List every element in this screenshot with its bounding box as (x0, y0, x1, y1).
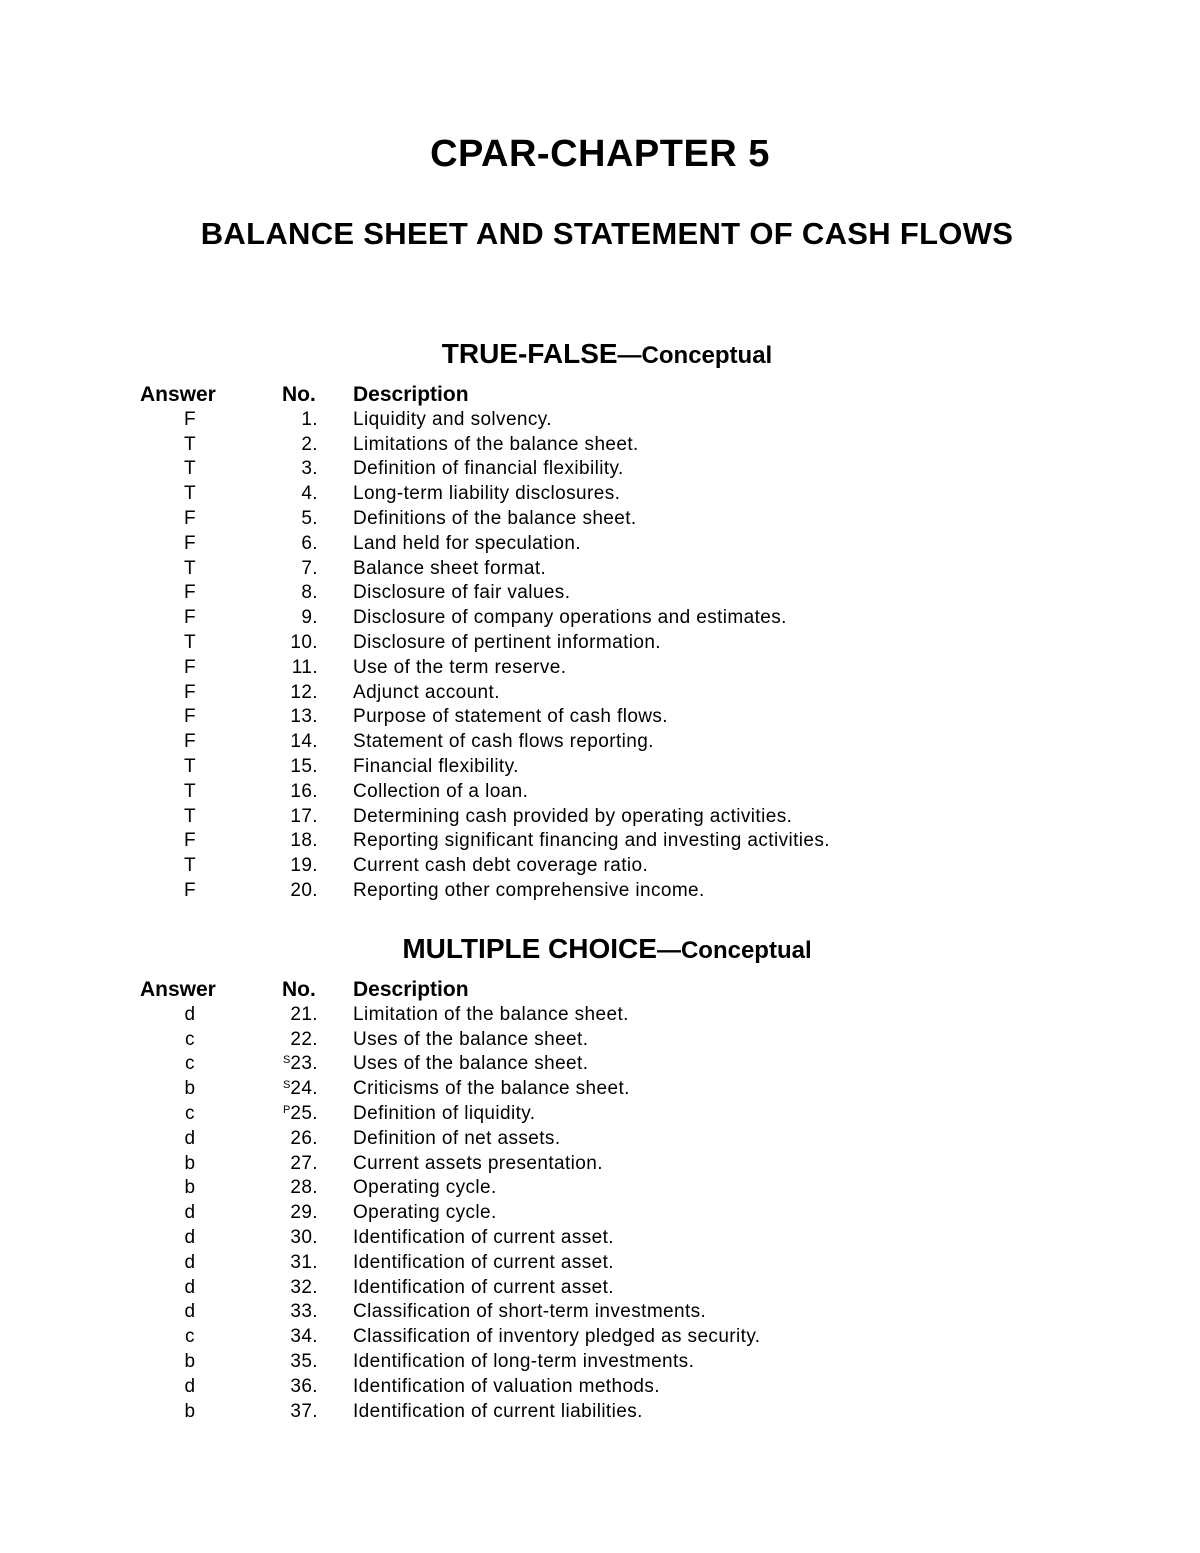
question-description: Limitation of the balance sheet. (353, 1003, 629, 1025)
answer-key: d (184, 1301, 196, 1323)
answer-key: T (183, 557, 196, 579)
question-number (222, 705, 318, 730)
question-number-text: 24. (290, 1078, 318, 1100)
answer-key: b (184, 1400, 196, 1422)
answer-key: T (183, 458, 196, 480)
question-description: Identification of current asset. (353, 1276, 614, 1298)
question-description: Definition of financial flexibility. (353, 458, 624, 480)
question-number-text: 26. (290, 1127, 318, 1149)
question-number-text: 8. (301, 582, 318, 604)
question-description: Balance sheet format. (353, 557, 547, 579)
question-row (0, 1127, 1200, 1152)
answer-key: b (184, 1350, 196, 1372)
question-row (0, 730, 1200, 755)
multiple-choice-heading (0, 932, 1200, 968)
answer-key: d (184, 1003, 196, 1025)
question-number (222, 1003, 318, 1028)
question-row (0, 681, 1200, 706)
question-description: Land held for speculation. (353, 532, 581, 554)
question-number-text: 25. (290, 1102, 318, 1124)
question-description: Identification of current asset. (353, 1226, 614, 1248)
answer-key: T (183, 433, 196, 455)
question-description: Financial flexibility. (353, 755, 519, 777)
answer-key: T (183, 855, 196, 877)
question-number-text: 13. (290, 706, 318, 728)
question-number (222, 681, 318, 706)
question-row (0, 1300, 1200, 1325)
answer-key: T (183, 805, 196, 827)
question-description: Operating cycle. (353, 1202, 497, 1224)
answer-key: F (183, 706, 196, 728)
question-row (0, 1176, 1200, 1201)
question-number-text: 33. (290, 1301, 318, 1323)
question-source-mark: S (283, 1079, 291, 1092)
question-row (0, 854, 1200, 879)
question-number (222, 482, 318, 507)
question-description: Statement of cash flows reporting. (353, 731, 654, 753)
answer-column-header: Answer (140, 978, 216, 1001)
question-number (222, 1276, 318, 1301)
question-number (222, 433, 318, 458)
question-row (0, 1003, 1200, 1028)
question-description: Current cash debt coverage ratio. (353, 855, 649, 877)
question-description: Definition of net assets. (353, 1127, 561, 1149)
question-source-mark: P (283, 1103, 291, 1116)
question-description: Use of the term reserve. (353, 656, 567, 678)
question-number-text: 7. (301, 557, 318, 579)
question-row (0, 1251, 1200, 1276)
question-number (222, 1251, 318, 1276)
question-description: Criticisms of the balance sheet. (353, 1078, 630, 1100)
true-false-header-row (0, 383, 1200, 408)
multiple-choice-header-row (0, 978, 1200, 1003)
multiple-choice-table (0, 978, 1200, 1424)
true-false-rows (0, 408, 1200, 904)
question-number-text: 32. (290, 1276, 318, 1298)
question-description: Classification of short-term investments. (353, 1301, 707, 1323)
question-number (222, 1176, 318, 1201)
question-row (0, 879, 1200, 904)
question-number-text: 16. (290, 780, 318, 802)
number-column-header: No. (282, 383, 316, 406)
question-number (222, 557, 318, 582)
question-number-text: 29. (290, 1202, 318, 1224)
description-column-header: Description (353, 383, 469, 406)
question-row (0, 557, 1200, 582)
question-number (222, 1127, 318, 1152)
question-description: Long-term liability disclosures. (353, 483, 621, 505)
question-number-text: 36. (290, 1375, 318, 1397)
question-row (0, 1350, 1200, 1375)
answer-key: d (184, 1127, 196, 1149)
question-description: Limitations of the balance sheet. (353, 433, 639, 455)
question-number (222, 1400, 318, 1425)
question-description: Classification of inventory pledged as security. (353, 1326, 761, 1348)
question-row (0, 1077, 1200, 1102)
answer-key: d (184, 1202, 196, 1224)
document-subtitle: BALANCE SHEET AND STATEMENT OF CASH FLOWS (200, 216, 1014, 251)
question-source-mark: S (283, 1054, 291, 1067)
question-number-text: 28. (290, 1177, 318, 1199)
question-number-text: 10. (290, 631, 318, 653)
question-description: Disclosure of fair values. (353, 582, 571, 604)
answer-key: F (183, 681, 196, 703)
question-number-text: 20. (290, 879, 318, 901)
question-row (0, 1400, 1200, 1425)
question-number-text: 14. (290, 731, 318, 753)
question-number-text: 21. (290, 1003, 318, 1025)
number-column-header: No. (282, 978, 316, 1001)
question-description: Definitions of the balance sheet. (353, 507, 637, 529)
question-number-text: 2. (301, 433, 318, 455)
question-number-text: 1. (301, 408, 318, 430)
question-number-text: 18. (290, 830, 318, 852)
description-column-header: Description (353, 978, 469, 1001)
question-number (222, 1325, 318, 1350)
answer-key: F (183, 507, 196, 529)
question-number-text: 6. (301, 532, 318, 554)
answer-key: c (185, 1053, 195, 1075)
question-description: Uses of the balance sheet. (353, 1053, 589, 1075)
question-description: Identification of current liabilities. (353, 1400, 643, 1422)
question-description: Identification of valuation methods. (353, 1375, 660, 1397)
question-number (222, 606, 318, 631)
answer-key: d (184, 1375, 196, 1397)
question-row (0, 457, 1200, 482)
question-number (222, 879, 318, 904)
answer-key: T (183, 631, 196, 653)
question-description: Reporting other comprehensive income. (353, 879, 705, 901)
answer-key: d (184, 1276, 196, 1298)
question-number-text: 34. (290, 1326, 318, 1348)
question-row (0, 1052, 1200, 1077)
question-number (222, 631, 318, 656)
answer-key: b (184, 1152, 196, 1174)
question-number-text: 31. (290, 1251, 318, 1273)
question-row (0, 482, 1200, 507)
answer-key: d (184, 1226, 196, 1248)
question-row (0, 581, 1200, 606)
question-number-text: 11. (291, 656, 318, 678)
question-number-text: 19. (290, 855, 318, 877)
question-number-text: 30. (290, 1226, 318, 1248)
question-number (222, 656, 318, 681)
answer-key: F (183, 830, 196, 852)
question-number (222, 1350, 318, 1375)
question-row (0, 656, 1200, 681)
question-description: Definition of liquidity. (353, 1102, 536, 1124)
question-description: Uses of the balance sheet. (353, 1028, 589, 1050)
question-number-text: 9. (301, 607, 318, 629)
true-false-heading-main: TRUE-FALSE (441, 338, 618, 369)
answer-key: F (183, 656, 196, 678)
answer-key: c (185, 1326, 195, 1348)
multiple-choice-heading-main: MULTIPLE CHOICE (402, 933, 657, 964)
answer-key: d (184, 1251, 196, 1273)
question-number (222, 507, 318, 532)
question-number-text: 35. (290, 1350, 318, 1372)
question-row (0, 408, 1200, 433)
question-row (0, 1152, 1200, 1177)
question-row (0, 829, 1200, 854)
multiple-choice-heading-sub: —Conceptual (656, 937, 812, 964)
question-number-text: 27. (290, 1152, 318, 1174)
answer-key: c (185, 1102, 195, 1124)
question-number-text: 37. (290, 1400, 318, 1422)
question-row (0, 755, 1200, 780)
question-description: Determining cash provided by operating activities. (353, 805, 793, 827)
question-description: Identification of long-term investments. (353, 1350, 695, 1372)
true-false-heading-sub: —Conceptual (617, 342, 773, 369)
question-description: Disclosure of pertinent information. (353, 631, 661, 653)
answer-key: T (183, 780, 196, 802)
question-row (0, 1325, 1200, 1350)
answer-key: F (183, 532, 196, 554)
question-number-text: 4. (301, 483, 318, 505)
question-description: Purpose of statement of cash flows. (353, 706, 668, 728)
answer-key: c (185, 1028, 195, 1050)
question-row (0, 631, 1200, 656)
question-number (222, 805, 318, 830)
answer-key: F (183, 879, 196, 901)
question-row (0, 805, 1200, 830)
question-row (0, 1028, 1200, 1053)
true-false-table (0, 383, 1200, 904)
question-row (0, 1102, 1200, 1127)
question-row (0, 532, 1200, 557)
question-number (222, 1102, 318, 1127)
question-number-text: 15. (290, 755, 318, 777)
question-number (222, 581, 318, 606)
question-row (0, 1226, 1200, 1251)
question-number (222, 1028, 318, 1053)
answer-key: b (184, 1177, 196, 1199)
question-number (222, 457, 318, 482)
question-number-text: 17. (290, 805, 318, 827)
question-row (0, 606, 1200, 631)
question-number (222, 1052, 318, 1077)
question-description: Current assets presentation. (353, 1152, 603, 1174)
question-row (0, 1375, 1200, 1400)
answer-key: b (184, 1078, 196, 1100)
question-description: Operating cycle. (353, 1177, 497, 1199)
question-number (222, 1300, 318, 1325)
question-number (222, 1375, 318, 1400)
question-number (222, 1152, 318, 1177)
question-number-text: 5. (301, 507, 318, 529)
question-number-text: 12. (290, 681, 318, 703)
answer-key: F (183, 582, 196, 604)
question-number-text: 23. (290, 1053, 318, 1075)
question-description: Adjunct account. (353, 681, 500, 703)
question-number (222, 1201, 318, 1226)
answer-key: T (183, 483, 196, 505)
true-false-heading (0, 337, 1200, 373)
answer-column-header: Answer (140, 383, 216, 406)
question-row (0, 1276, 1200, 1301)
question-number (222, 755, 318, 780)
question-description: Reporting significant financing and investing activities. (353, 830, 830, 852)
question-row (0, 705, 1200, 730)
question-row (0, 1201, 1200, 1226)
question-number-text: 3. (301, 458, 318, 480)
document-title: CPAR-CHAPTER 5 (430, 133, 770, 175)
question-number (222, 854, 318, 879)
multiple-choice-rows (0, 1003, 1200, 1425)
answer-key: F (183, 607, 196, 629)
answer-key: F (183, 731, 196, 753)
question-description: Liquidity and solvency. (353, 408, 552, 430)
question-row (0, 507, 1200, 532)
question-number (222, 1077, 318, 1102)
question-number (222, 829, 318, 854)
question-number (222, 408, 318, 433)
question-number (222, 730, 318, 755)
question-number (222, 532, 318, 557)
question-number (222, 1226, 318, 1251)
answer-key: F (183, 408, 196, 430)
question-description: Collection of a loan. (353, 780, 529, 802)
question-description: Disclosure of company operations and estimates. (353, 607, 787, 629)
question-description: Identification of current asset. (353, 1251, 614, 1273)
question-row (0, 433, 1200, 458)
question-number (222, 780, 318, 805)
answer-key: T (183, 755, 196, 777)
question-row (0, 780, 1200, 805)
question-number-text: 22. (290, 1028, 318, 1050)
